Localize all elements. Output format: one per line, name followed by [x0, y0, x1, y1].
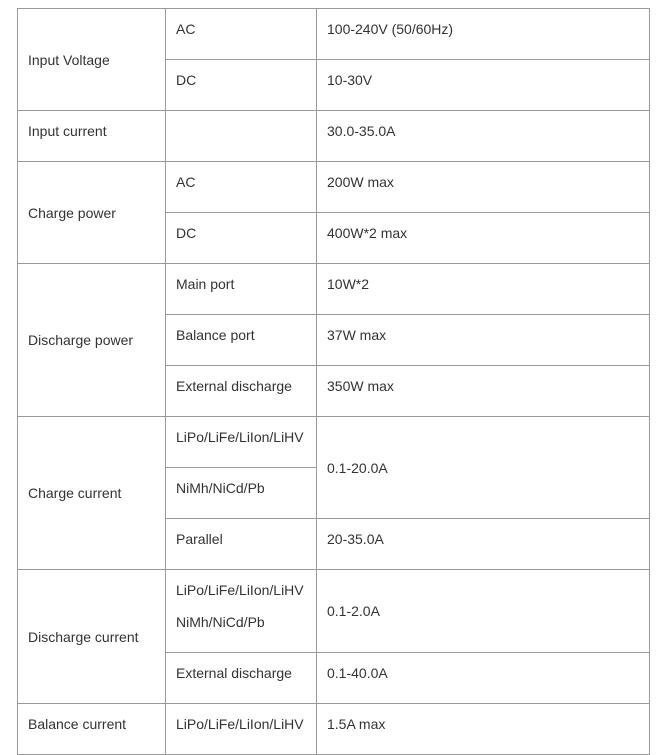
input-voltage-ac-label: AC — [166, 9, 317, 60]
charge-power-dc-label: DC — [166, 213, 317, 264]
input-current-empty — [166, 111, 317, 162]
table-row — [18, 162, 650, 213]
discharge-power-main-label: Main port — [166, 264, 317, 315]
charge-power-label: Charge power — [18, 162, 166, 264]
discharge-current-lipo-nimh-value: 0.1-2.0A — [317, 570, 650, 653]
charge-power-ac-label: AC — [166, 162, 317, 213]
balance-current-value: 1.5A max — [317, 704, 650, 755]
input-current-value: 30.0-35.0A — [317, 111, 650, 162]
table-row — [18, 111, 650, 162]
table-row — [18, 9, 650, 60]
input-voltage-dc-label: DC — [166, 60, 317, 111]
discharge-power-main-value: 10W*2 — [317, 264, 650, 315]
discharge-power-external-value: 350W max — [317, 366, 650, 417]
charge-current-lipo-nimh-value: 0.1-20.0A — [317, 417, 650, 519]
table-row — [18, 570, 650, 653]
discharge-power-balance-label: Balance port — [166, 315, 317, 366]
balance-current-label: Balance current — [18, 704, 166, 755]
input-voltage-dc-value: 10-30V — [317, 60, 650, 111]
discharge-current-label: Discharge current — [18, 570, 166, 704]
discharge-current-external-value: 0.1-40.0A — [317, 653, 650, 704]
table-row — [18, 704, 650, 755]
table-row — [18, 417, 650, 468]
charge-current-parallel-value: 20-35.0A — [317, 519, 650, 570]
input-voltage-ac-value: 100-240V (50/60Hz) — [317, 9, 650, 60]
balance-current-type-label: LiPo/LiFe/LiIon/LiHV — [166, 704, 317, 755]
discharge-power-external-label: External discharge — [166, 366, 317, 417]
discharge-power-balance-value: 37W max — [317, 315, 650, 366]
charge-power-ac-value: 200W max — [317, 162, 650, 213]
discharge-current-nimh-label: NiMh/NiCd/Pb — [176, 614, 265, 630]
charge-current-label: Charge current — [18, 417, 166, 570]
table-row — [18, 264, 650, 315]
spec-table — [17, 8, 650, 755]
charge-current-nimh-label: NiMh/NiCd/Pb — [166, 468, 317, 519]
discharge-current-lipo-label: LiPo/LiFe/LiIon/LiHV — [176, 582, 304, 598]
input-voltage-label: Input Voltage — [18, 9, 166, 111]
discharge-power-label: Discharge power — [18, 264, 166, 417]
input-current-label: Input current — [18, 111, 166, 162]
discharge-current-external-label: External discharge — [166, 653, 317, 704]
discharge-current-type-cell — [166, 570, 317, 653]
charge-current-parallel-label: Parallel — [166, 519, 317, 570]
charge-current-lipo-label: LiPo/LiFe/LiIon/LiHV — [166, 417, 317, 468]
charge-power-dc-value: 400W*2 max — [317, 213, 650, 264]
